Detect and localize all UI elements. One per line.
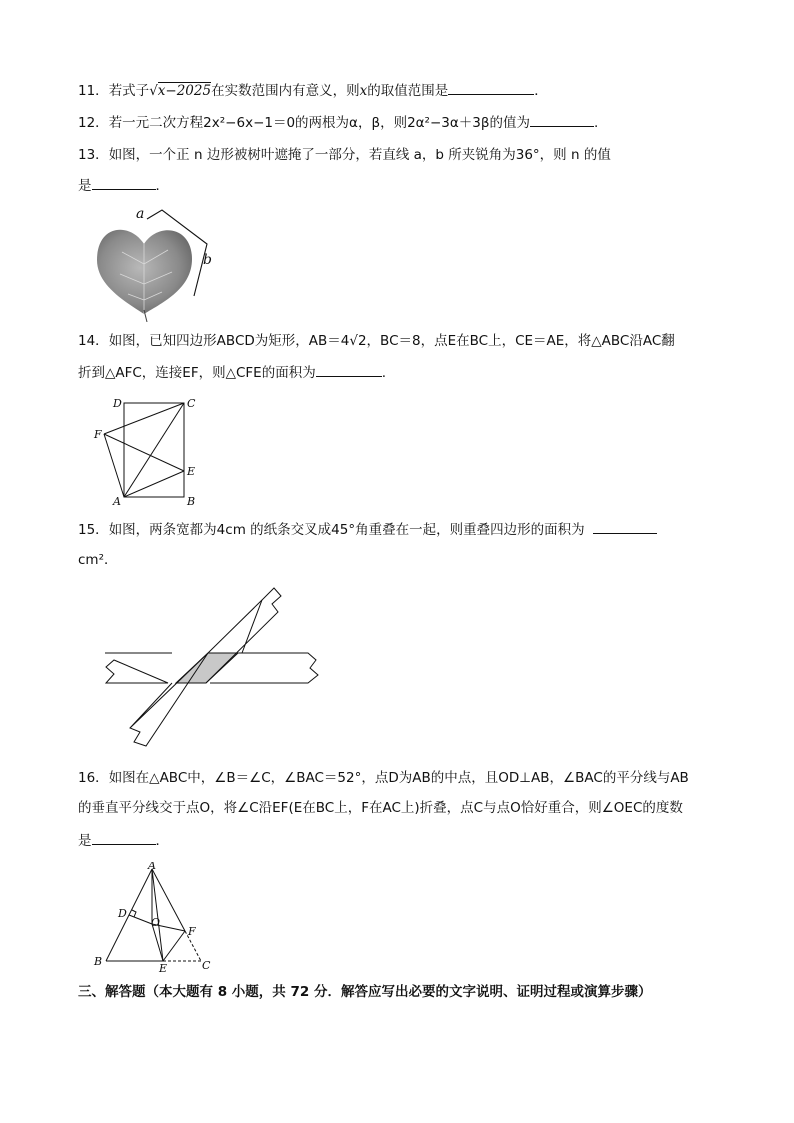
question-text: 在实数范围内有意义，则 [211,83,360,99]
question-text: 的取值范围是 [367,83,449,99]
question-number: 12． [78,115,109,131]
answer-blank[interactable] [448,80,534,95]
label-E: E [187,465,196,478]
rectangle-fold-figure [90,394,205,509]
label-a: a [136,206,145,222]
radicand: x−2025 [157,83,212,99]
question-15 [78,519,734,540]
variable: x [359,83,368,99]
question-text: 如图，已知四边形ABCD为矩形，AB＝4√2，BC＝8，点E在BC上，CE＝AE，将△ABC沿AC翻 [108,333,675,349]
label-F: F [188,925,196,938]
question-13 [78,145,734,165]
question-number: 16． [78,770,109,786]
answer-blank[interactable] [92,175,156,190]
overlap-region [176,653,238,683]
label-b: b [203,252,212,268]
question-16-line3: 是 ． [78,830,734,851]
crossed-strips-figure [100,582,322,752]
question-number: 13． [78,147,109,163]
label-A: A [113,495,121,508]
question-13-line2: 是 ． [78,175,734,196]
triangle-fold-figure [88,862,218,974]
question-text: 若一元二次方程2x²−6x−1＝0的两根为α，β，则2α²−3α＋3β的值为 [108,115,530,131]
leaf-shape [97,230,192,314]
segment-AE [152,869,163,961]
section-heading: 三、解答题（本大题有 8 小题，共 72 分．解答应写出必要的文字说明、证明过程或演算步骤） [78,984,652,1000]
question-number: 11． [78,83,109,99]
segment-AE [124,471,184,497]
answer-blank[interactable] [593,519,657,534]
label-A: A [148,862,156,872]
question-12: 12．若一元二次方程2x²−6x−1＝0的两根为α，β，则2α²−3α＋3β的值为 . [78,112,734,133]
answer-blank[interactable] [92,830,156,845]
question-15-line2: cm²． [78,552,118,568]
label-F: F [94,428,102,441]
question-text: 如图，两条宽都为4cm 的纸条交叉成45°角重叠在一起，则重叠四边形的面积为 [108,522,585,538]
label-C: C [202,959,211,972]
question-text: 若式子 [108,83,150,99]
question-14-line2: 折到△AFC，连接EF，则△CFE的面积为 . [78,362,734,383]
question-14 [78,331,734,351]
segment-DO [129,915,152,924]
label-B: B [187,495,196,508]
label-D: D [113,397,122,410]
segment-OE [152,924,163,961]
question-number: 14． [78,333,109,349]
question-11: 11．若式子√x−2025在实数范围内有意义，则x的取值范围是 ． [78,80,734,101]
question-number: 15． [78,522,109,538]
question-text: 如图，一个正 n 边形被树叶遮掩了一部分，若直线 a，b 所夹锐角为36°，则 n 的值 [108,147,611,163]
label-O: O [151,916,161,929]
segment-FA [104,434,124,497]
label-E: E [159,962,168,974]
diagonal-AC [124,403,184,497]
answer-blank[interactable] [530,112,594,127]
label-B: B [94,955,103,968]
label-D: D [118,907,127,920]
segment-EF [163,931,185,961]
label-C: C [187,397,196,410]
leaf-polygon-figure [92,204,218,322]
question-16-line2: 的垂直平分线交于点O，将∠C沿EF(E在BC上，F在AC上)折叠，点C与点O恰好重合，则∠OEC的度数 [78,800,683,816]
sqrt-expression: √x−2025 [149,83,212,99]
question-text: 如图在△ABC中，∠B＝∠C，∠BAC＝52°，点D为AB的中点，且OD⊥AB，∠BAC的平分线与AB [108,770,689,786]
question-16 [78,768,734,788]
answer-blank[interactable] [316,362,382,377]
